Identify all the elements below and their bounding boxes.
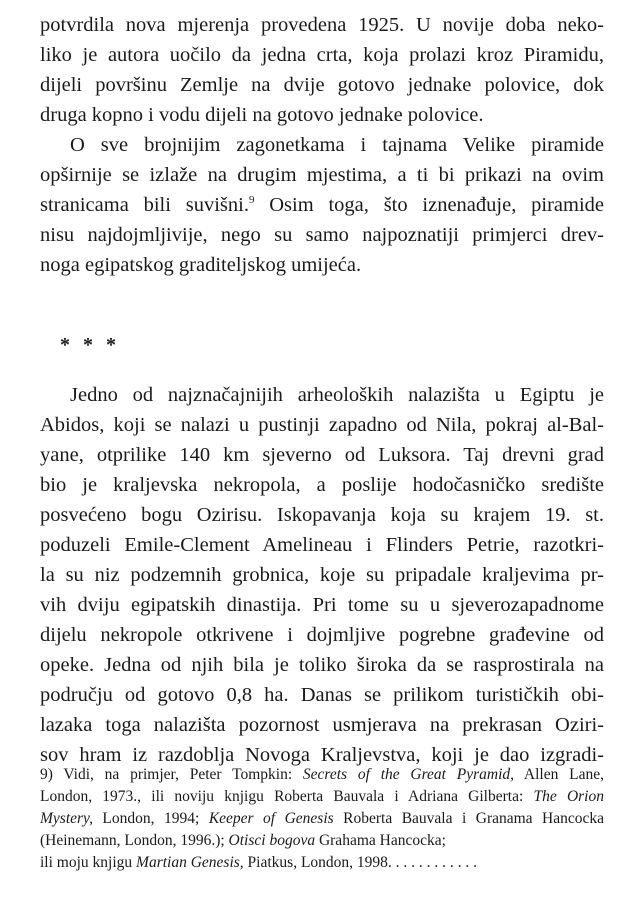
footnote-text: London, 1994; [92,810,209,827]
paragraph-3 [40,380,604,770]
text-line: Abidos, koji se nalazi u pustinji zapadno od Nila, pokraj al-Bal- [40,414,604,436]
paragraph-2 [40,130,604,280]
text-line: yane, otprilike 140 km sjeverno od Luksora. Taj drevni grad [40,444,604,466]
footnote-text: (Heinemann, London, 1996.); [40,832,229,849]
text-line: Jedno od najznačajnijih arheoloških nalazišta u Egiptu je [70,384,604,406]
book-title: Secrets of the Great Pyramid, [302,766,515,783]
section-separator: * * * [60,334,120,356]
footnote-reference: 9 [248,194,255,207]
book-title: The Orion [533,788,604,805]
text-line: liko je autora uočilo da jedna crta, koja prolazi kroz Piramidu, [40,44,604,66]
text-line: O sve brojnijim zagonetkama i tajnama Velike piramide [70,134,604,156]
footnote-text: Roberta Bauvala i Granama Hancocka [333,810,604,827]
text-line: noga egipatskog graditeljskog umijeća. [40,254,362,276]
book-title: Mystery, [40,810,93,827]
text-line: opeke. Jedna od njih bila je toliko široka da se rasprostirala na [40,654,604,676]
footnote-text: Grahama Hancocka; [315,832,446,849]
text-line: dijelu nekropole otkrivene i dojmljive pogrebne građevine od [40,624,604,646]
footnote-line [40,786,604,808]
text-line: poduzeli Emile-Clement Amelineau i Flinders Petrie, razotkri- [40,534,604,556]
footnote-line [40,830,604,852]
text-line: dijeli površinu Zemlje na dvije gotovo jednake polovice, dok [40,74,604,96]
text-line: potvrdila nova mjerenja provedena 1925. U novije doba neko- [40,14,604,36]
text-line: nisu najdojmljivije, nego su samo najpoznatiji primjerci drev- [40,224,604,246]
footnote-text: Piatkus, London, 1998. . . . . . . . . . . . [243,854,478,871]
text-fragment: stranicama bili suvišni. [40,194,249,216]
text-line: la su niz podzemnih grobnica, koje su pripadale kraljevima pr- [40,564,604,586]
footnote-line [40,808,604,830]
spacer [40,360,604,380]
text-line: posvećeno bogu Ozirisu. Iskopavanja koja su krajem 19. st. [40,504,604,526]
text-line: području od gotovo 0,8 ha. Danas se prilikom turističkih obi- [40,684,604,706]
footnote-line [40,764,604,786]
text-line: opširnije se izlaže na drugim mjestima, a ti bi prikazi na ovim [40,164,604,186]
footnote-text: London, 1973., ili noviju knjigu Roberta Bauvala i Adriana Gilberta: [40,788,534,805]
text-line: lazaka toga nalazišta pozornost usmjerava na prekrasan Oziri- [40,714,604,736]
text-line: druga kopno i vodu dijeli na gotovo jednake polovice. [40,104,484,126]
spacer [40,280,604,330]
text-fragment: Osim toga, što iznenađuje, piramide [254,194,604,216]
book-title: Martian Genesis, [136,854,244,871]
footnote-text: Allen Lane, [514,766,604,783]
book-title: Keeper of Genesis [208,810,334,827]
text-line: bio je kraljevska nekropola, a poslije hodočasničko središte [40,474,604,496]
text-line [40,190,604,220]
footnote-text: ili moju knjigu [40,854,137,871]
paragraph-1 [40,10,604,130]
text-line: sov hram iz razdoblja Novoga Kraljevstva, koji je dao izgradi- [40,744,604,766]
book-title: Otisci bogova [228,832,316,849]
footnote-line [40,852,604,874]
footnote-text: 9) Vidi, na primjer, Peter Tompkin: [40,766,303,783]
text-line: vih dviju egipatskih dinastija. Pri tome su u sjeverozapadnome [40,594,604,616]
footnote-block [40,764,604,874]
page-body [40,10,604,770]
